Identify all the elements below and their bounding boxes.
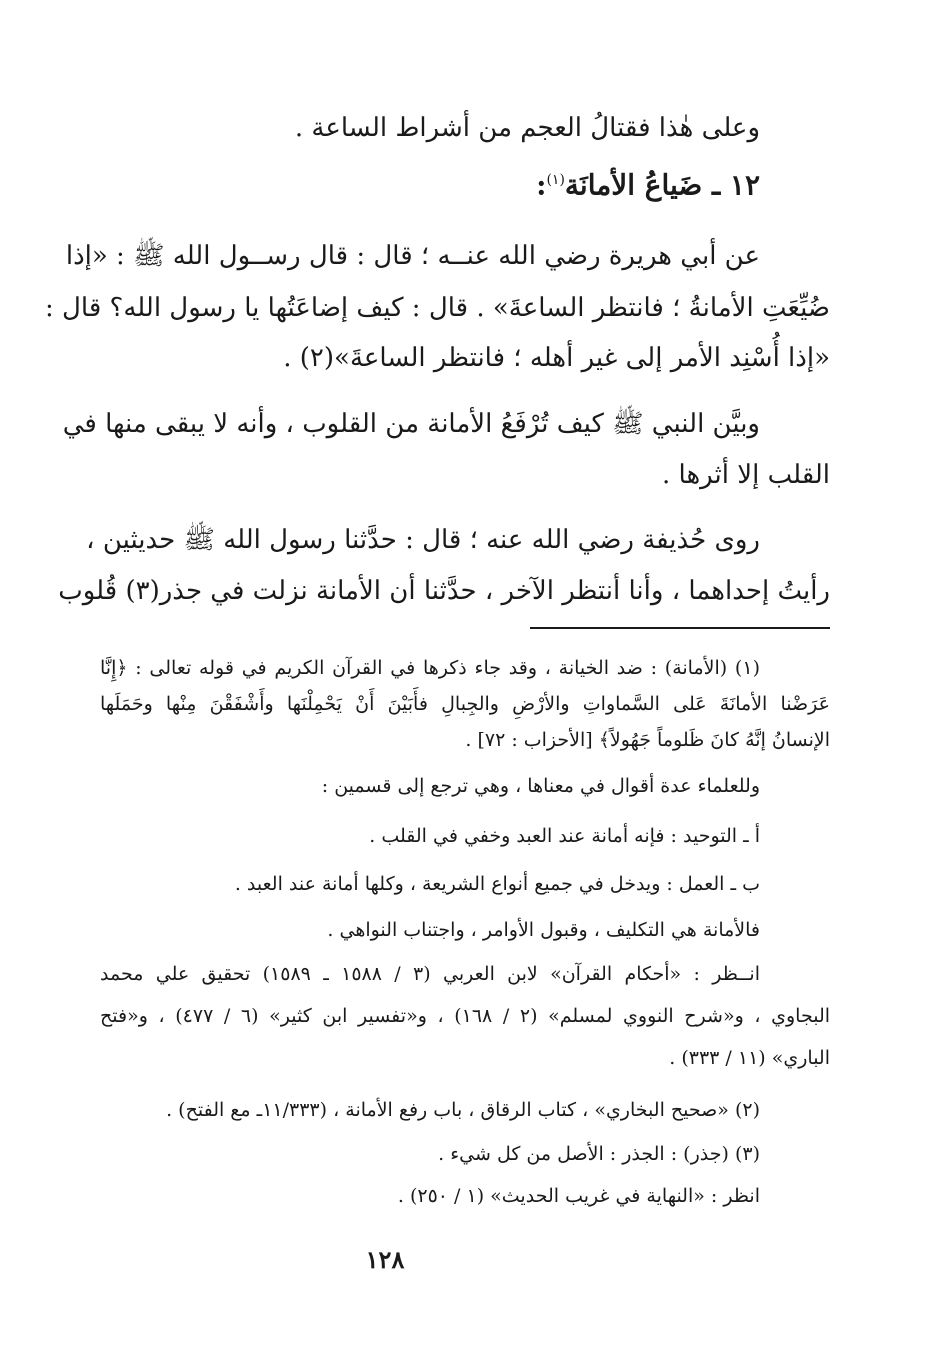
footnote-divider — [530, 627, 830, 629]
footnote-line: فالأمانة هي التكليف ، وقبول الأوامر ، واجتناب النواهي . — [327, 919, 760, 941]
section-heading — [536, 160, 760, 205]
body-line: ضُيِّعَتِ الأمانةُ ؛ فانتظر الساعةَ» . قال : كيف إضاعَتُها يا رسول الله؟ قال : — [45, 293, 830, 323]
body-line: وبيَّن النبي ﷺ كيف تُرْفَعُ الأمانة من القلوب ، وأنه لا يبقى منها في — [62, 409, 760, 439]
footnote-line: عَرَضْنا الأمانَةَ عَلى السَّماواتِ والأرْضِ والجِبالِ فأَبَيْنَ أَنْ يَحْمِلْنَها وأَشْفَقْنَ مِنْها وحَمَلَها — [100, 693, 830, 715]
body-line: رأيتُ إحداهما ، وأنا أنتظر الآخر ، حدَّثنا أن الأمانة نزلت في جذر(٣) قُلوب — [58, 576, 830, 606]
book-page — [45, 0, 831, 1348]
footnote-line: وللعلماء عدة أقوال في معناها ، وهي ترجع إلى قسمين : — [321, 775, 760, 797]
page-number: ١٢٨ — [365, 1245, 405, 1274]
footnote-line: (٣) (جذر) : الجذر : الأصل من كل شيء . — [438, 1143, 760, 1165]
body-line: روى حُذيفة رضي الله عنه ؛ قال : حدَّثنا رسول الله ﷺ حديثين ، — [86, 525, 760, 555]
footnote-line: البجاوي ، و«شرح النووي لمسلم» (٢ / ١٦٨) ، و«تفسير ابن كثير» (٦ / ٤٧٧) ، و«فتح — [100, 1005, 831, 1027]
body-line: عن أبي هريرة رضي الله عنــه ؛ قال : قال رســول الله ﷺ : «إذا — [65, 241, 760, 271]
footnote-line: ب ـ العمل : ويدخل في جميع أنواع الشريعة ، وكلها أمانة عند العبد . — [234, 873, 760, 895]
body-line: «إذا أُسْنِد الأمر إلى غير أهله ؛ فانتظر الساعةَ»(٢) . — [283, 343, 830, 373]
footnote-line: انــظر : «أحكام القرآن» لابن العربي (٣ / ١٥٨٨ ـ ١٥٨٩) تحقيق علي محمد — [100, 963, 761, 985]
heading-colon: : — [536, 168, 547, 202]
body-line: وعلى هٰذا فقتالُ العجم من أشراط الساعة . — [294, 113, 760, 143]
body-line: القلب إلا أثرها . — [662, 460, 830, 490]
heading-text: ١٢ ـ ضَياعُ الأمانَة — [564, 168, 760, 202]
footnote-line: الباري» (١١ / ٣٣٣) . — [669, 1047, 830, 1069]
footnote-line: (١) (الأمانة) : ضد الخيانة ، وقد جاء ذكرها في القرآن الكريم في قوله تعالى : ﴿إِنَّا — [100, 657, 760, 679]
footnote-line: أ ـ التوحيد : فإنه أمانة عند العبد وخفي في القلب . — [369, 825, 760, 847]
footnote-line: انظر : «النهاية في غريب الحديث» (١ / ٢٥٠) . — [397, 1185, 760, 1207]
footnote-ref: (١) — [546, 172, 565, 188]
footnote-line: الإنسانُ إنَّهُ كانَ ظَلوماً جَهُولاً﴾ [الأحزاب : ٧٢] . — [465, 729, 830, 751]
footnote-line: (٢) «صحيح البخاري» ، كتاب الرقاق ، باب رفع الأمانة ، (١١/٣٣٣ـ مع الفتح) . — [166, 1099, 760, 1121]
